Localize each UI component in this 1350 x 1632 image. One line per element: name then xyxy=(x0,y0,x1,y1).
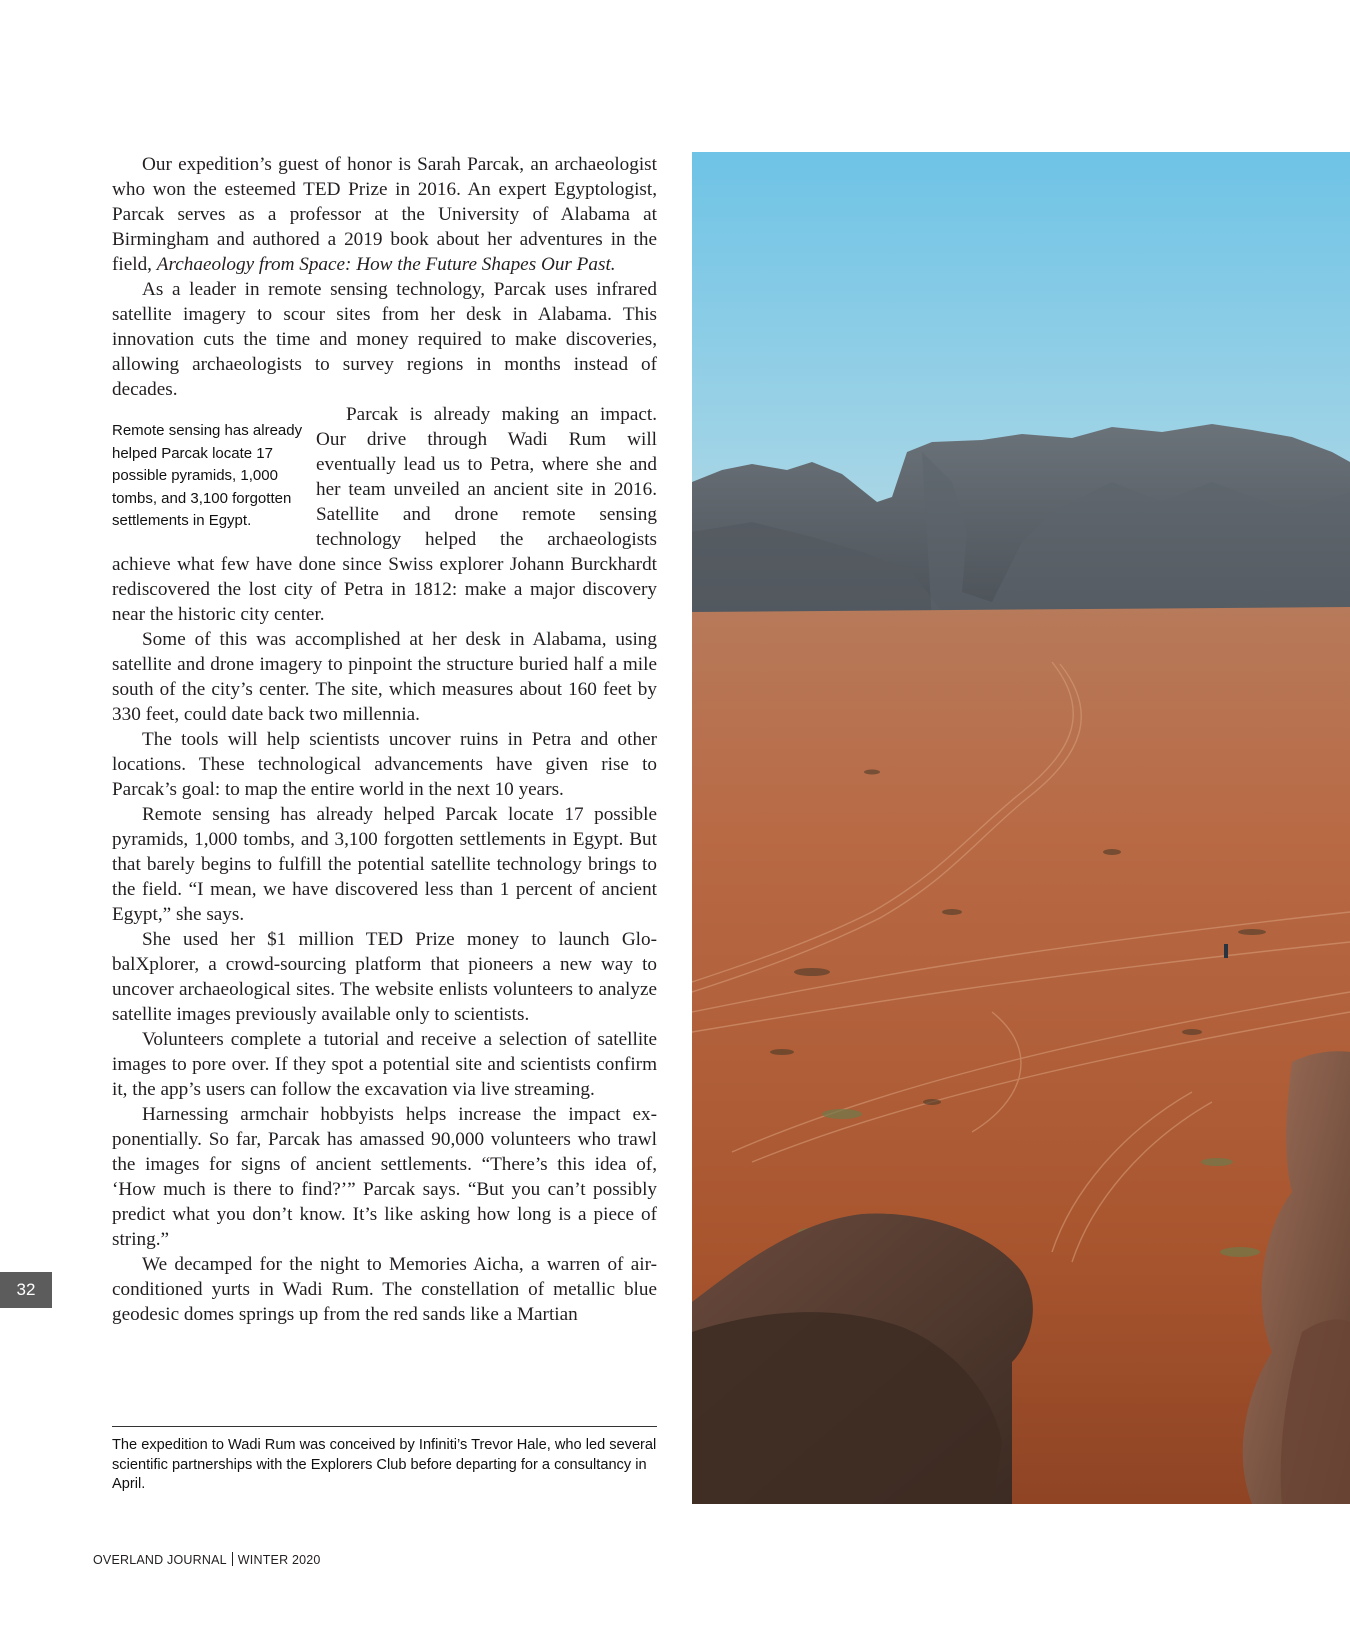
paragraph-text: Our expedition’s guest of honor is Sarah Parcak, an archaeologist who won the esteemed TED Prize in 2016. An expert Egyptologist, Parcak serves as a professor at the University of Alabama at Birmingham and authored a 2019 book about her adventures in the field, xyxy=(112,154,657,275)
publication-name: OVERLAND JOURNAL xyxy=(93,1553,227,1567)
article-paragraph xyxy=(112,152,657,277)
article-paragraph: The tools will help scientists uncover ruins in Petra and other locations. These technological advancements have given rise to Parcak’s goal: to map the entire world in the next 10 years. xyxy=(112,729,657,800)
pull-quote: Remote sensing has already helped Parcak locate 17 possible pyramids, 1,000 tombs, and 3,100 forgotten settlements in Egypt. xyxy=(112,422,303,529)
article-paragraph: We decamped for the night to Memories Aicha, a warren of air-conditioned yurts in Wadi Rum. The constellation of metallic blue geodesic domes springs up from the red sands like a Martian xyxy=(112,1254,657,1325)
desert-photo xyxy=(692,152,1350,1504)
article-paragraph: Some of this was accomplished at her desk in Alabama, using satellite and drone imagery to pinpoint the structure buried half a mile south of the city’s center. The site, which measures about 160 feet by 330 feet, could date back two millennia. xyxy=(112,629,657,725)
book-title: Archaeology from Space: How the Future Shapes Our Past. xyxy=(156,254,616,275)
footer-divider xyxy=(232,1552,233,1566)
paragraph-text: Parcak is already making an impact. Our drive through Wadi Rum will eventually lead us to Petra, where she and her team unveiled an ancient site in 2016. Satellite and drone remote sensing technology helped the archaeologists achieve what few have done since Swiss explorer Johann Burckhardt rediscovered the lost city of Petra in 1812: make a major discovery near the historic city center. xyxy=(112,404,657,625)
article-paragraph: Remote sensing has already helped Parcak locate 17 possible pyramids, 1,000 tombs, and 3,100 forgotten settlements in Egypt. But that barely begins to fulfill the potential satellite technology brings to the field. “I mean, we have discovered less than 1 percent of ancient Egypt,” she says. xyxy=(112,804,657,925)
page-number: 32 xyxy=(0,1272,52,1308)
article-paragraph: She used her $1 million TED Prize money to launch GlobalXplorer, a crowd-sourcing platform that pioneers a new way to uncover archaeological sites. The website enlists volunteers to analyze satellite images previously available only to scientists. xyxy=(112,929,657,1025)
wadi-rum-landscape-image xyxy=(692,152,1350,1504)
footnote: The expedition to Wadi Rum was conceived by Infiniti’s Trevor Hale, who led several scientific partnerships with the Explorers Club before departing for a consultancy in April. xyxy=(112,1437,657,1492)
footnote-divider xyxy=(112,1426,657,1427)
article-paragraph xyxy=(112,402,657,627)
issue-date: WINTER 2020 xyxy=(237,1553,321,1567)
article-paragraph: As a leader in remote sensing technology, Parcak uses infrared satellite imagery to scour sites from her desk in Alabama. This innovation cuts the time and money required to make discoveries, allowing archaeologists to survey regions in months instead of decades. xyxy=(112,279,657,400)
article-body xyxy=(112,152,657,1327)
article-paragraph: Volunteers complete a tutorial and receive a selection of satellite images to pore over. If they spot a potential site and scientists confirm it, the app’s users can follow the excavation via live streaming. xyxy=(112,1029,657,1100)
running-footer xyxy=(93,1552,321,1567)
article-paragraph: Harnessing armchair hobbyists helps increase the impact exponentially. So far, Parcak has amassed 90,000 volunteers who trawl the images for signs of ancient settlements. “There’s this idea of, ‘How much is there to find?’” Parcak says. “But you can’t possibly predict what you don’t know. It’s like asking how long is a piece of string.” xyxy=(112,1104,657,1250)
